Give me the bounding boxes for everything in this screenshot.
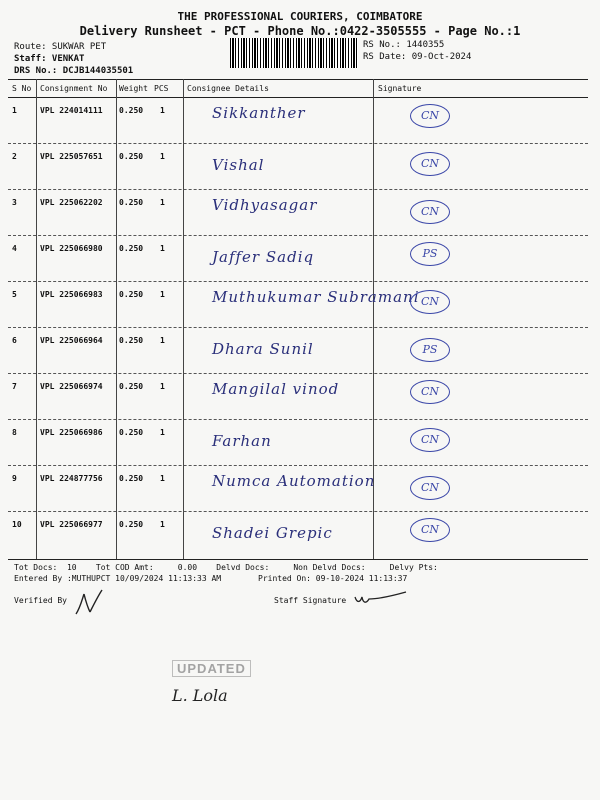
row-sno: 7 <box>12 382 17 391</box>
row-pcs: 1 <box>160 520 165 529</box>
row-consignee-handwriting: Vidhyasagar <box>212 196 318 214</box>
verified-by-label: Verified By <box>14 596 67 605</box>
row-consignment-no: VPL 224014111 <box>40 106 103 115</box>
staff-signature-mark <box>352 589 412 611</box>
row-sno: 3 <box>12 198 17 207</box>
row-pcs: 1 <box>160 290 165 299</box>
row-consignee-handwriting: Dhara Sunil <box>212 340 314 358</box>
col-header-consignee: Consignee Details <box>187 84 269 93</box>
row-separator <box>8 189 588 190</box>
delivery-stamp: CN <box>410 380 450 404</box>
row-consignment-no: VPL 225066977 <box>40 520 103 529</box>
handwritten-signature: L. Lola <box>172 686 228 705</box>
row-pcs: 1 <box>160 106 165 115</box>
row-pcs: 1 <box>160 336 165 345</box>
row-separator <box>8 419 588 420</box>
printed-on: Printed On: 09-10-2024 11:13:37 <box>258 574 408 583</box>
delivery-stamp: CN <box>410 290 450 314</box>
row-consignee-handwriting: Numca Automation <box>212 472 376 490</box>
entered-by: Entered By :MUTHUPCT 10/09/2024 11:13:33 AM <box>14 574 222 583</box>
row-weight: 0.250 <box>119 290 144 299</box>
row-sno: 10 <box>12 520 22 529</box>
verified-signature <box>72 586 106 618</box>
row-sno: 2 <box>12 152 17 161</box>
row-consignment-no: VPL 225066986 <box>40 428 103 437</box>
row-pcs: 1 <box>160 244 165 253</box>
header-bottom-border <box>8 97 588 98</box>
row-consignee-handwriting: Jaffer Sadiq <box>212 248 315 266</box>
row-pcs: 1 <box>160 152 165 161</box>
row-consignment-no: VPL 225057651 <box>40 152 103 161</box>
col-header-signature: Signature <box>378 84 422 93</box>
updated-stamp: UPDATED <box>172 660 251 677</box>
row-consignee-handwriting: Sikkanther <box>212 104 306 122</box>
row-separator <box>8 281 588 282</box>
row-consignment-no: VPL 225066983 <box>40 290 103 299</box>
barcode <box>230 38 358 68</box>
route-label: Route: SUKWAR PET <box>14 42 107 52</box>
row-weight: 0.250 <box>119 474 144 483</box>
row-weight: 0.250 <box>119 152 144 161</box>
row-separator <box>8 143 588 144</box>
row-pcs: 1 <box>160 198 165 207</box>
row-sno: 6 <box>12 336 17 345</box>
row-weight: 0.250 <box>119 106 144 115</box>
row-separator <box>8 327 588 328</box>
row-sno: 9 <box>12 474 17 483</box>
row-consignee-handwriting: Mangilal vinod <box>212 380 340 398</box>
delivery-stamp: CN <box>410 476 450 500</box>
row-sno: 5 <box>12 290 17 299</box>
rs-number: RS No.: 1440355 <box>363 40 445 50</box>
row-consignment-no: VPL 225066974 <box>40 382 103 391</box>
row-weight: 0.250 <box>119 520 144 529</box>
col-divider <box>183 79 184 559</box>
row-weight: 0.250 <box>119 244 144 253</box>
row-weight: 0.250 <box>119 382 144 391</box>
drs-number: DRS No.: DCJB144035501 <box>14 66 134 76</box>
row-weight: 0.250 <box>119 336 144 345</box>
col-divider <box>116 79 117 559</box>
row-sno: 1 <box>12 106 17 115</box>
row-sno: 8 <box>12 428 17 437</box>
col-header-weight: Weight <box>119 84 148 93</box>
delivery-stamp: PS <box>410 338 450 362</box>
staff-label: Staff: VENKAT <box>14 54 85 64</box>
row-pcs: 1 <box>160 428 165 437</box>
table-bottom-border <box>8 559 588 560</box>
row-separator <box>8 235 588 236</box>
delivery-stamp: CN <box>410 152 450 176</box>
company-name: THE PROFESSIONAL COURIERS, COIMBATORE <box>177 10 423 23</box>
table-top-border <box>8 79 588 80</box>
row-separator <box>8 511 588 512</box>
delivery-stamp: CN <box>410 428 450 452</box>
row-consignee-handwriting: Muthukumar Subramani <box>212 288 420 306</box>
row-consignment-no: VPL 225066964 <box>40 336 103 345</box>
row-consignee-handwriting: Farhan <box>212 432 272 450</box>
row-weight: 0.250 <box>119 198 144 207</box>
delivery-stamp: CN <box>410 518 450 542</box>
rs-date: RS Date: 09-Oct-2024 <box>363 52 472 62</box>
row-pcs: 1 <box>160 382 165 391</box>
col-divider <box>36 79 37 559</box>
row-consignment-no: VPL 225066980 <box>40 244 103 253</box>
totals-line: Tot Docs: 10 Tot COD Amt: 0.00 Delvd Docs: Non Delvd Docs: Delvy Pts: <box>14 563 438 572</box>
row-consignment-no: VPL 224877756 <box>40 474 103 483</box>
delivery-stamp: PS <box>410 242 450 266</box>
row-weight: 0.250 <box>119 428 144 437</box>
row-consignee-handwriting: Vishal <box>212 156 265 174</box>
delivery-stamp: CN <box>410 104 450 128</box>
row-separator <box>8 465 588 466</box>
row-consignee-handwriting: Shadei Grepic <box>212 524 333 542</box>
row-separator <box>8 373 588 374</box>
col-header-pcs: PCS <box>154 84 169 93</box>
runsheet-title: Delivery Runsheet - PCT - Phone No.:0422-3505555 - Page No.:1 <box>79 24 521 38</box>
row-pcs: 1 <box>160 474 165 483</box>
delivery-stamp: CN <box>410 200 450 224</box>
staff-signature-label: Staff Signature <box>274 596 347 605</box>
col-header-consignment: Consignment No <box>40 84 108 93</box>
row-consignment-no: VPL 225062202 <box>40 198 103 207</box>
col-header-sno: S No <box>12 84 32 93</box>
row-sno: 4 <box>12 244 17 253</box>
